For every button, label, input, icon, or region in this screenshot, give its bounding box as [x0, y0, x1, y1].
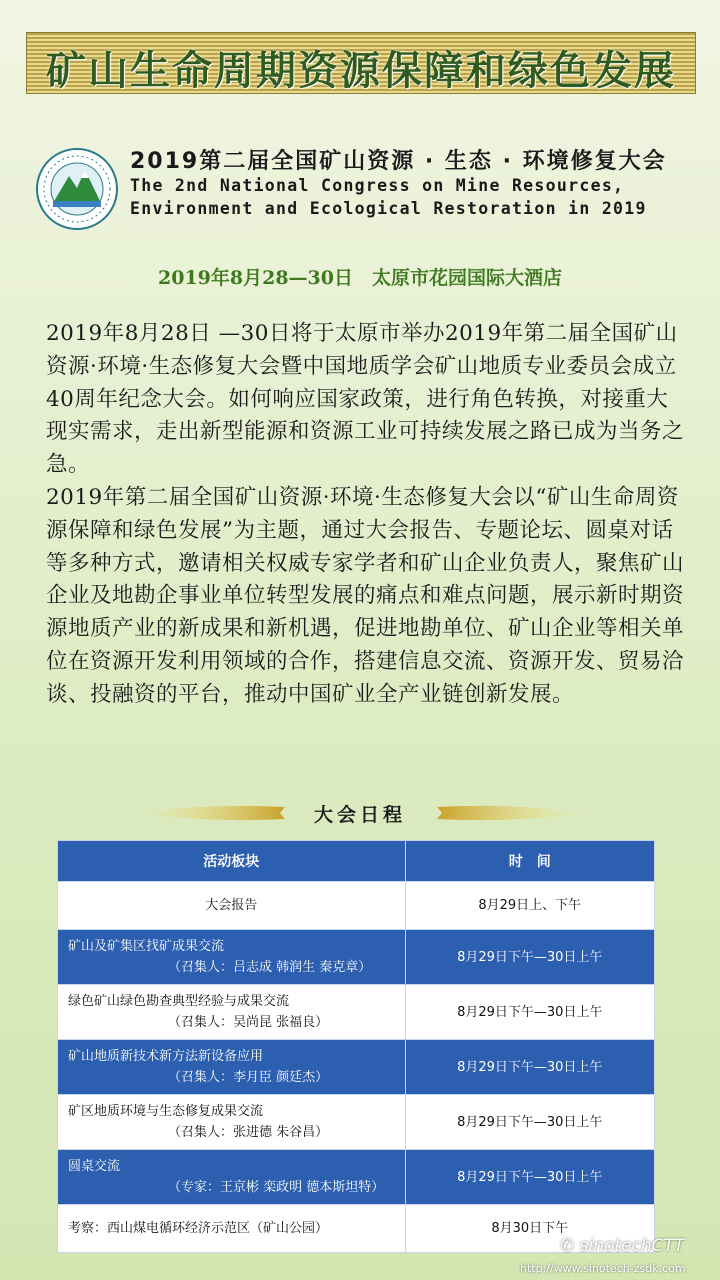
activity-time: 8月29日下午—30日上午: [457, 1059, 603, 1075]
schedule-title: 大会日程: [313, 804, 406, 826]
congress-title-en: [130, 174, 710, 220]
activity-time: 8月29日上、下午: [478, 898, 582, 913]
intro-text: [46, 318, 686, 712]
activity-convener: （召集人：张进德 朱谷昌）: [168, 1125, 329, 1140]
activity-cell: [58, 1150, 406, 1205]
date-venue: 2019年8月28—30日 太原市花园国际大酒店: [158, 267, 562, 289]
activity-convener: （召集人：吕志成 韩润生 秦克章）: [168, 960, 372, 975]
time-cell: [405, 985, 655, 1040]
time-cell: [405, 882, 655, 930]
table-row: [58, 882, 655, 930]
activity-name: 绿色矿山绿色勘查典型经验与成果交流: [68, 994, 290, 1009]
time-cell: [405, 1150, 655, 1205]
activity-name: 圆桌交流: [68, 1159, 121, 1174]
source-url-watermark: http://www.sinotech-zsdk.com: [520, 1262, 686, 1275]
intro-paragraph-2: 2019年第二届全国矿山资源·环境·生态修复大会以“矿山生命周资源保障和绿色发展”为主题，通过大会报告、专题论坛、圆桌对话等多种方式，邀请相关权威专家学者和矿山企业负责人，聚焦矿山企业及地勘企事业单位转型发展的痛点和难点问题，展示新时期资源地质产业的新成果和新机遇，促进地勘单位、矿山企业等相关单位在资源开发利用领域的合作，搭建信息交流、资源开发、贸易洽谈、投融资的平台，推动中国矿业全产业链创新发展。: [46, 484, 685, 707]
activity-time: 8月29日下午—30日上午: [457, 949, 603, 965]
activity-time: 8月29日下午—30日上午: [457, 1169, 603, 1185]
table-row: [58, 1040, 655, 1095]
table-row: [58, 985, 655, 1040]
activity-cell: [58, 1040, 406, 1095]
intro-paragraph-1: 2019年8月28日 —30日将于太原市举办2019年第二届全国矿山资源·环境·生态修复大会暨中国地质学会矿山地质专业委员会成立40周年纪念大会。如何响应国家政策，进行角色转换，对接重大现实需求，走出新型能源和资源工业可持续发展之路已成为当务之急。: [46, 321, 685, 478]
activity-cell: [58, 930, 406, 985]
en-title-line2: Environment and Ecological Restoration in 2019: [130, 199, 647, 218]
wechat-account-name: sinotechCTT: [579, 1236, 685, 1256]
activity-convener: （专家：王京彬 栾政明 德本斯坦特）: [168, 1180, 385, 1195]
header-activity: 活动板块: [58, 841, 406, 882]
schedule-table: [57, 840, 655, 1253]
header-time: 时 间: [405, 841, 655, 882]
activity-name: 矿区地质环境与生态修复成果交流: [68, 1104, 264, 1119]
activity-convener: （召集人：吴尚昆 张福良）: [168, 1015, 329, 1030]
table-row: [58, 1095, 655, 1150]
activity-time: 8月30日下午: [491, 1221, 569, 1236]
activity-name: 矿山地质新技术新方法新设备应用: [68, 1049, 264, 1064]
title-banner: [26, 32, 696, 94]
time-cell: [405, 1095, 655, 1150]
activity-time: 8月29日下午—30日上午: [457, 1004, 603, 1020]
activity-cell: [58, 1095, 406, 1150]
activity-name: 考察：西山煤电循环经济示范区（矿山公园）: [68, 1221, 329, 1236]
wechat-account-watermark: [560, 1236, 684, 1256]
congress-title-cn: 2019第二届全国矿山资源 · 生态 · 环境修复大会: [130, 149, 667, 174]
activity-name: 矿山及矿集区找矿成果交流: [68, 939, 225, 954]
activity-convener: （召集人：李月臣 颜廷杰）: [168, 1070, 329, 1085]
time-cell: [405, 930, 655, 985]
activity-name: 大会报告: [205, 898, 258, 913]
right-gold-ornament: [437, 803, 587, 823]
time-cell: [405, 1040, 655, 1095]
activity-cell: [58, 985, 406, 1040]
activity-time: 8月29日下午—30日上午: [457, 1114, 603, 1130]
wechat-icon: ✆: [560, 1236, 575, 1256]
activity-cell: [58, 1205, 406, 1253]
banner-title: 矿山生命周期资源保障和绿色发展: [46, 48, 676, 94]
en-title-line1: The 2nd National Congress on Mine Resources,: [130, 176, 625, 195]
table-row: [58, 930, 655, 985]
congress-logo: [36, 148, 118, 230]
table-header-row: [58, 841, 655, 882]
activity-cell: [58, 882, 406, 930]
table-row: [58, 1150, 655, 1205]
